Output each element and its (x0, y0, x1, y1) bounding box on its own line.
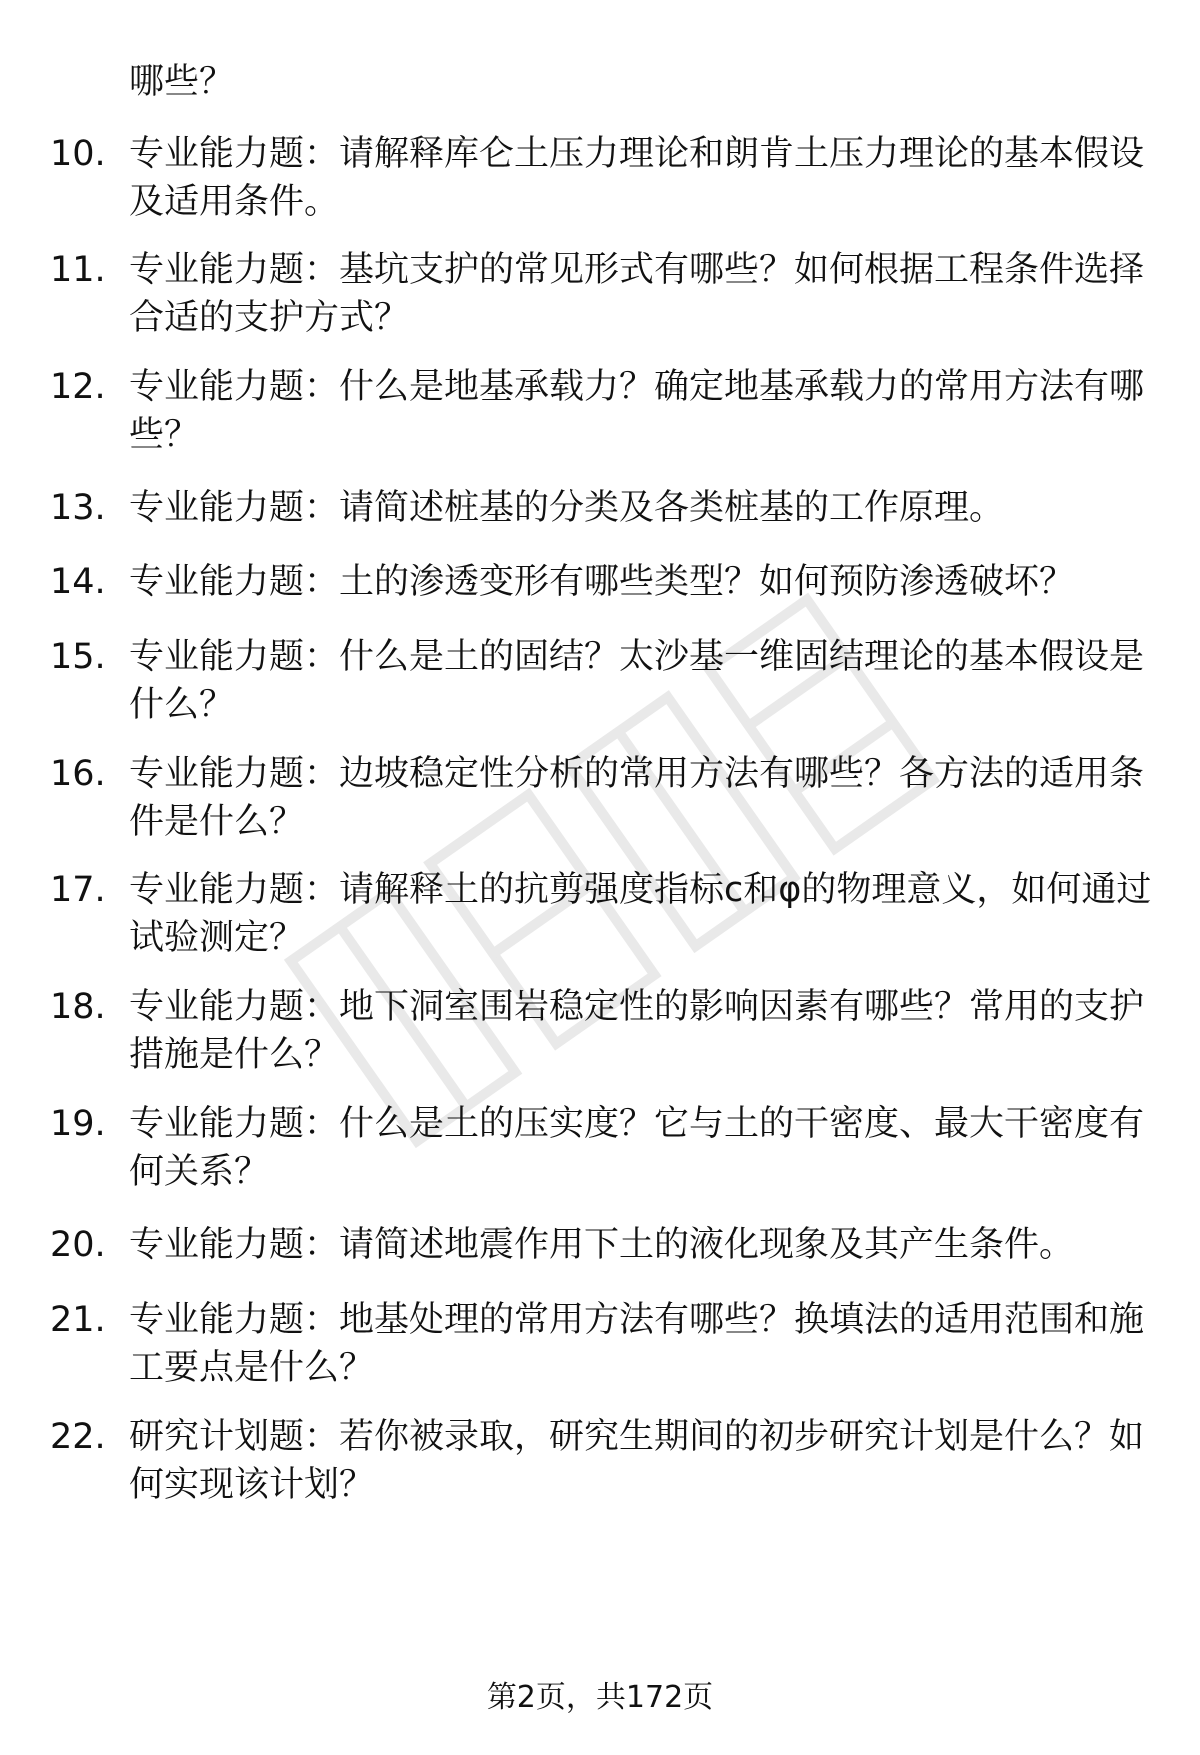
question-number: 13. (50, 488, 106, 528)
question-text: 专业能力题：地基处理的常用方法有哪些？换填法的适用范围和施工要点是什么？ (129, 1300, 1145, 1388)
question-text: 研究计划题：若你被录取，研究生期间的初步研究计划是什么？如何实现该计划？ (129, 1417, 1145, 1505)
question-text: 专业能力题：请简述地震作用下土的液化现象及其产生条件。 (129, 1225, 1075, 1265)
question-text: 专业能力题：基坑支护的常见形式有哪些？如何根据工程条件选择合适的支护方式？ (129, 250, 1145, 338)
question-text: 专业能力题：请解释库仑土压力理论和朗肯土压力理论的基本假设及适用条件。 (129, 134, 1145, 222)
question-text: 专业能力题：什么是土的固结？太沙基一维固结理论的基本假设是什么？ (129, 637, 1145, 725)
question-number: 12. (50, 367, 106, 407)
question-number: 16. (50, 754, 106, 794)
question-text: 专业能力题：什么是土的压实度？它与土的干密度、最大干密度有何关系？ (129, 1104, 1145, 1192)
question-number: 11. (50, 250, 106, 290)
question-number: 18. (50, 987, 106, 1027)
question-text: 专业能力题：什么是地基承载力？确定地基承载力的常用方法有哪些？ (129, 367, 1145, 455)
page-footer: 第2页，共172页 (486, 1680, 714, 1715)
question-text: 专业能力题：地下洞室围岩稳定性的影响因素有哪些？常用的支护措施是什么？ (129, 987, 1145, 1075)
question-number: 17. (50, 870, 106, 910)
question-number: 20. (50, 1225, 106, 1265)
question-number: 21. (50, 1300, 106, 1340)
question-number: 22. (50, 1417, 106, 1457)
question-text: 专业能力题：请简述桩基的分类及各类桩基的工作原理。 (129, 488, 1005, 528)
question-number: 15. (50, 637, 106, 677)
question-text: 专业能力题：土的渗透变形有哪些类型？如何预防渗透破坏？ (129, 562, 1075, 602)
question-number: 10. (50, 134, 106, 174)
question-number: 19. (50, 1104, 106, 1144)
continued-text: 哪些？ (129, 62, 235, 102)
question-text: 专业能力题：请解释土的抗剪强度指标c和φ的物理意义，如何通过试验测定？ (129, 870, 1152, 958)
question-text: 专业能力题：边坡稳定性分析的常用方法有哪些？各方法的适用条件是什么？ (129, 754, 1145, 842)
question-number: 14. (50, 562, 106, 602)
